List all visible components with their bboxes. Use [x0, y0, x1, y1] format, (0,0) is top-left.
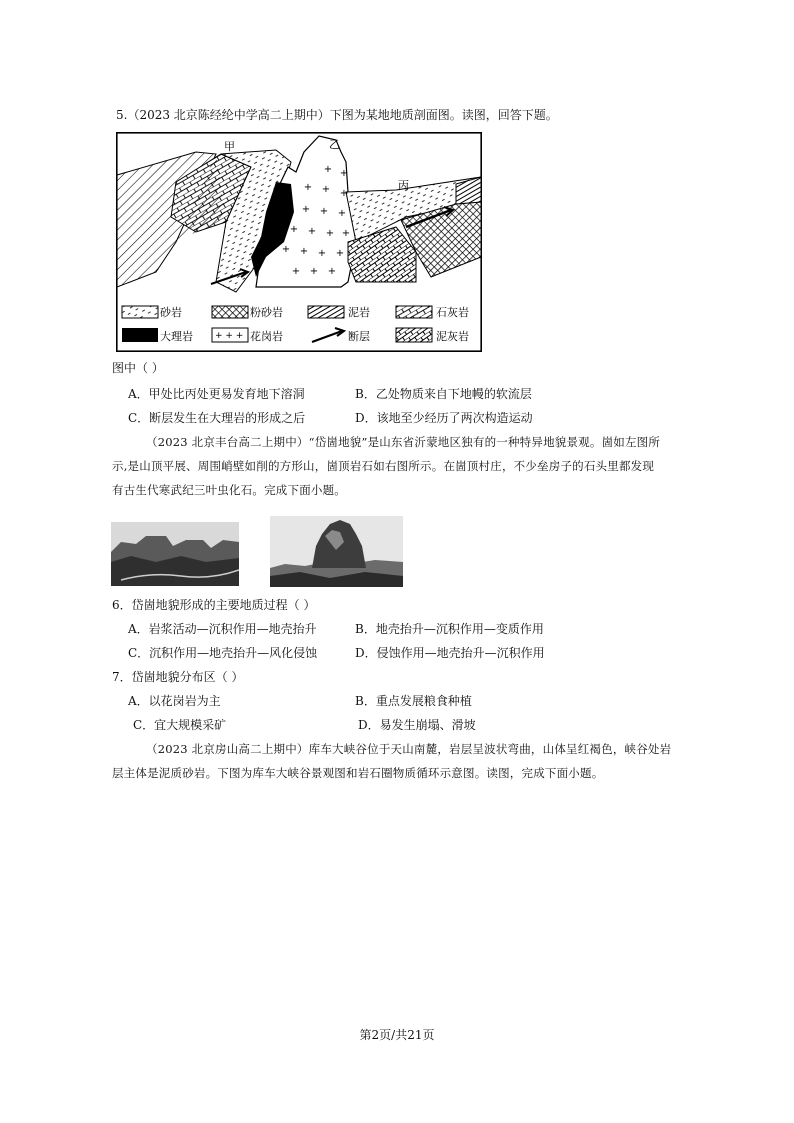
- q5-stem: 5.（2023 北京陈经纶中学高二上期中）下图为某地地质剖面图。读图，回答下题。: [116, 108, 558, 122]
- legend-label-limestone: 石灰岩: [436, 306, 469, 319]
- label-bing: 丙: [398, 179, 409, 192]
- legend-swatch-marble: [122, 328, 158, 342]
- svg-text:+: +: [339, 168, 349, 179]
- legend-label-mudstone: 泥岩: [348, 306, 370, 319]
- label-yi: 乙: [329, 138, 340, 151]
- legend-label-fault: 断层: [348, 330, 370, 343]
- svg-text:+: +: [291, 266, 301, 277]
- svg-text:+: +: [341, 228, 351, 239]
- svg-text:+: +: [323, 164, 333, 175]
- q6-option-a[interactable]: A．岩浆活动—沉积作用—地壳抬升: [128, 622, 317, 636]
- legend-label-granite: 花岗岩: [250, 330, 283, 343]
- svg-text:+: +: [307, 226, 317, 237]
- q5-option-b[interactable]: B．乙处物质来自下地幔的软流层: [355, 387, 532, 401]
- q7-option-c[interactable]: C．宜大规模采矿: [133, 718, 227, 732]
- q5-option-a[interactable]: A．甲处比丙处更易发育地下溶洞: [128, 387, 305, 401]
- svg-text:+: +: [339, 188, 349, 199]
- legend-swatch-limestone: [396, 306, 432, 318]
- label-jia: 甲: [224, 140, 235, 153]
- passage2-line1: （2023 北京房山高二上期中）库车大峡谷位于天山南麓，岩层呈波状弯曲，山体呈红褐色，峡谷处岩: [146, 742, 672, 756]
- q6-option-d[interactable]: D．侵蚀作用—地壳抬升—沉积作用: [355, 646, 545, 660]
- svg-text:+: +: [335, 248, 345, 259]
- legend-label-siltstone: 粉砂岩: [250, 306, 283, 319]
- q7-option-d[interactable]: D．易发生崩塌、滑坡: [358, 718, 476, 732]
- svg-text:+: +: [325, 228, 335, 239]
- svg-text:+: +: [299, 246, 309, 257]
- svg-text:+: +: [321, 184, 331, 195]
- legend-label-marl: 泥灰岩: [436, 330, 469, 343]
- svg-text:+ + +: + + +: [215, 331, 244, 341]
- legend-swatch-sandstone: [122, 306, 158, 318]
- svg-text:+: +: [337, 208, 347, 219]
- passage1-line2: 示,是山顶平展、周围峭壁如削的方形山，崮顶岩石如右图所示。在崮顶村庄，不少垒房子的石头里都发现: [112, 459, 655, 473]
- legend-swatch-marl: [396, 328, 432, 342]
- q7-option-a[interactable]: A．以花岗岩为主: [128, 694, 221, 708]
- q7-option-b[interactable]: B．重点发展粮食种植: [355, 694, 472, 708]
- legend-label-sandstone: 砂岩: [160, 306, 182, 319]
- q5-option-c[interactable]: C．断层发生在大理岩的形成之后: [128, 411, 306, 425]
- svg-text:+: +: [319, 206, 329, 217]
- svg-text:+: +: [281, 244, 291, 255]
- legend-label-marble: 大理岩: [160, 330, 193, 343]
- passage1-line3: 有古生代寒武纪三叶虫化石。完成下面小题。: [112, 483, 346, 497]
- page-number: 第2页/共21页: [359, 1028, 435, 1042]
- right-rock-photo: [270, 516, 403, 587]
- legend-swatch-siltstone: [212, 306, 248, 318]
- svg-text:+: +: [301, 204, 311, 215]
- q5-option-d[interactable]: D．该地至少经历了两次构造运动: [355, 411, 533, 425]
- svg-text:+: +: [289, 224, 299, 235]
- q5-lead: 图中（ ）: [112, 361, 164, 375]
- left-landscape-photo: [111, 522, 239, 586]
- q6-stem: 6．岱崮地貌形成的主要地质过程（ ）: [112, 598, 316, 612]
- legend-swatch-mudstone: [308, 306, 344, 318]
- q7-stem: 7．岱崮地貌分布区（ ）: [112, 670, 244, 684]
- svg-text:+: +: [317, 248, 327, 259]
- passage1-line1: （2023 北京丰台高二上期中）“岱崮地貌”是山东省沂蒙地区独有的一种特异地貌景观。崮如左图所: [146, 435, 661, 449]
- svg-text:+: +: [327, 266, 337, 277]
- q6-option-b[interactable]: B．地壳抬升—沉积作用—变质作用: [355, 622, 544, 636]
- svg-text:+: +: [303, 182, 313, 193]
- q6-option-c[interactable]: C．沉积作用—地壳抬升—风化侵蚀: [128, 646, 318, 660]
- passage2-line2: 层主体是泥质砂岩。下图为库车大峡谷景观图和岩石圈物质循环示意图。读图，完成下面小题。: [112, 766, 604, 780]
- geologic-cross-section-figure: [116, 132, 482, 352]
- svg-text:+: +: [309, 266, 319, 277]
